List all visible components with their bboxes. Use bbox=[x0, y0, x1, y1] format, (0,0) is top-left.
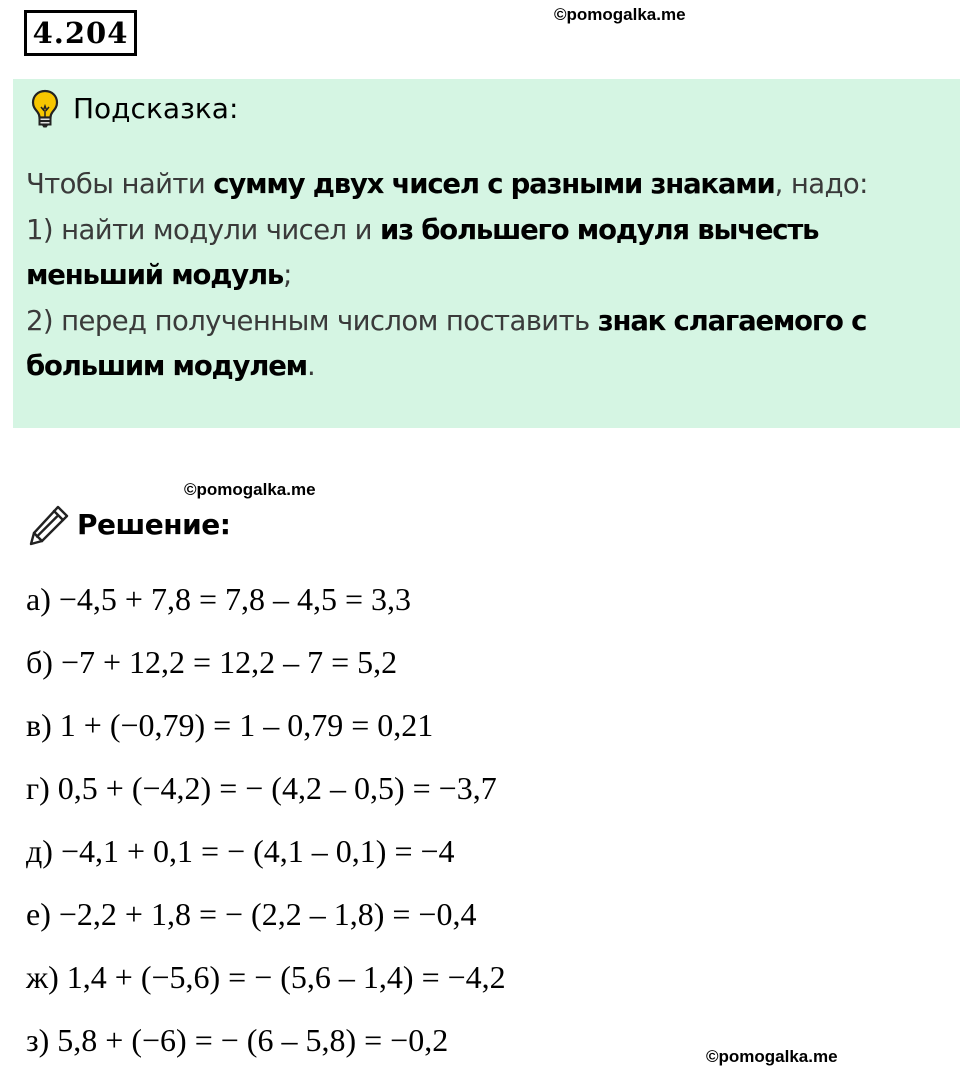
hint-text-regular: 1) найти модули чисел и bbox=[26, 213, 381, 246]
hint-title: Подсказка: bbox=[73, 92, 239, 125]
hint-line-3 bbox=[26, 299, 951, 390]
problem-number: 4.204 bbox=[24, 10, 137, 56]
solution-header bbox=[27, 502, 230, 548]
hint-text bbox=[26, 162, 951, 390]
solution-line-z: з) 5,8 + (−6) = − (6 – 5,8) = −0,2 bbox=[26, 1022, 449, 1058]
solution-line-g: г) 0,5 + (−4,2) = − (4,2 – 0,5) = −3,7 bbox=[26, 770, 497, 806]
watermark-top: ©pomogalka.me bbox=[554, 5, 686, 24]
solution-title: Решение: bbox=[77, 508, 231, 541]
solution-line-v: в) 1 + (−0,79) = 1 – 0,79 = 0,21 bbox=[26, 707, 434, 743]
hint-line-2 bbox=[26, 208, 951, 299]
solution-line-e: е) −2,2 + 1,8 = − (2,2 – 1,8) = −0,4 bbox=[26, 896, 477, 932]
watermark-bottom: ©pomogalka.me bbox=[706, 1047, 838, 1066]
solution-line-d: д) −4,1 + 0,1 = − (4,1 – 0,1) = −4 bbox=[26, 833, 455, 869]
hint-text-bold: знак слагаемого с большим модулем bbox=[26, 304, 867, 382]
hint-line-1 bbox=[26, 162, 951, 208]
solution-list bbox=[26, 568, 506, 1072]
solution-line-zh: ж) 1,4 + (−5,6) = − (5,6 – 1,4) = −4,2 bbox=[26, 959, 506, 995]
hint-text-regular: , надо: bbox=[774, 168, 868, 200]
hint-text-regular: ; bbox=[283, 259, 292, 291]
lightbulb-icon bbox=[31, 89, 59, 129]
hint-box bbox=[13, 79, 960, 428]
hint-header bbox=[31, 87, 238, 131]
solution-line-b: б) −7 + 12,2 = 12,2 – 7 = 5,2 bbox=[26, 644, 398, 680]
watermark-middle: ©pomogalka.me bbox=[184, 480, 316, 499]
hint-text-regular: Чтобы найти bbox=[26, 168, 214, 200]
hint-text-regular: . bbox=[306, 350, 316, 382]
pencil-icon bbox=[27, 503, 71, 547]
hint-text-regular: 2) перед полученным числом поставить bbox=[26, 304, 598, 337]
hint-text-bold: сумму двух чисел с разными знаками bbox=[213, 168, 775, 200]
solution-line-a: а) −4,5 + 7,8 = 7,8 – 4,5 = 3,3 bbox=[26, 581, 412, 617]
hint-text-bold: из большего модуля вычесть меньший модуль bbox=[26, 213, 819, 291]
